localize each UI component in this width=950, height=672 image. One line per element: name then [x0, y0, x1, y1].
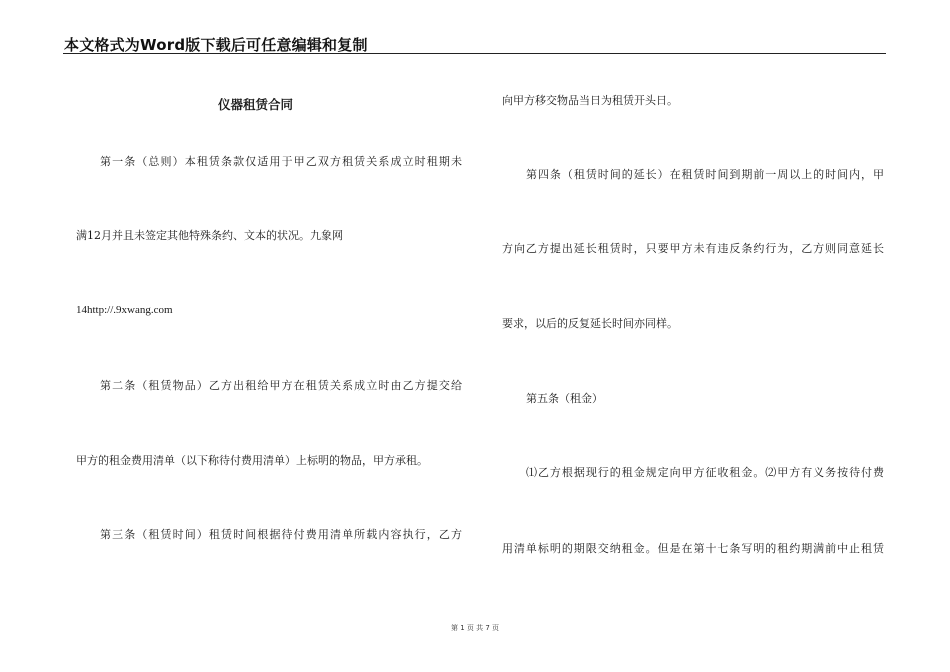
paragraph-line: 第三条（租赁时间）租赁时间根据待付费用清单所载内容执行，乙方: [100, 528, 462, 541]
paragraph-line: 第一条（总则）本租赁条款仅适用于甲乙双方租赁关系成立时租期未: [100, 155, 462, 168]
paragraph-line: ⑴乙方根据现行的租金规定向甲方征收租金。⑵甲方有义务按待付费: [526, 466, 884, 479]
page-number: 第 1 页 共 7 页: [450, 624, 500, 632]
paragraph-line: 14http://.9xwang.com: [76, 304, 173, 316]
header-title: 本文格式为Word版下载后可任意编辑和复制: [64, 36, 368, 54]
paragraph-line: 第五条（租金）: [526, 392, 603, 405]
paragraph-line: 要求，以后的反复延长时间亦同样。: [502, 317, 678, 330]
header-divider: [63, 53, 886, 54]
paragraph-line: 甲方的租金费用清单（以下称待付费用清单）上标明的物品，甲方承租。: [76, 454, 428, 467]
paragraph-line: 用清单标明的期限交纳租金。但是在第十七条写明的租约期满前中止租赁: [502, 542, 884, 555]
paragraph-line: 第二条（租赁物品）乙方出租给甲方在租赁关系成立时由乙方提交给: [100, 379, 462, 392]
paragraph-line: 满12月并且未签定其他特殊条约、文本的状况。九象网: [76, 229, 343, 242]
paragraph-line: 向甲方移交物品当日为租赁开头日。: [502, 94, 678, 107]
paragraph-line: 方向乙方提出延长租赁时，只要甲方未有违反条约行为，乙方则同意延长: [502, 242, 884, 255]
document-title: 仪器租赁合同: [218, 97, 294, 112]
paragraph-line: 第四条（租赁时间的延长）在租赁时间到期前一周以上的时间内，甲: [526, 168, 884, 181]
